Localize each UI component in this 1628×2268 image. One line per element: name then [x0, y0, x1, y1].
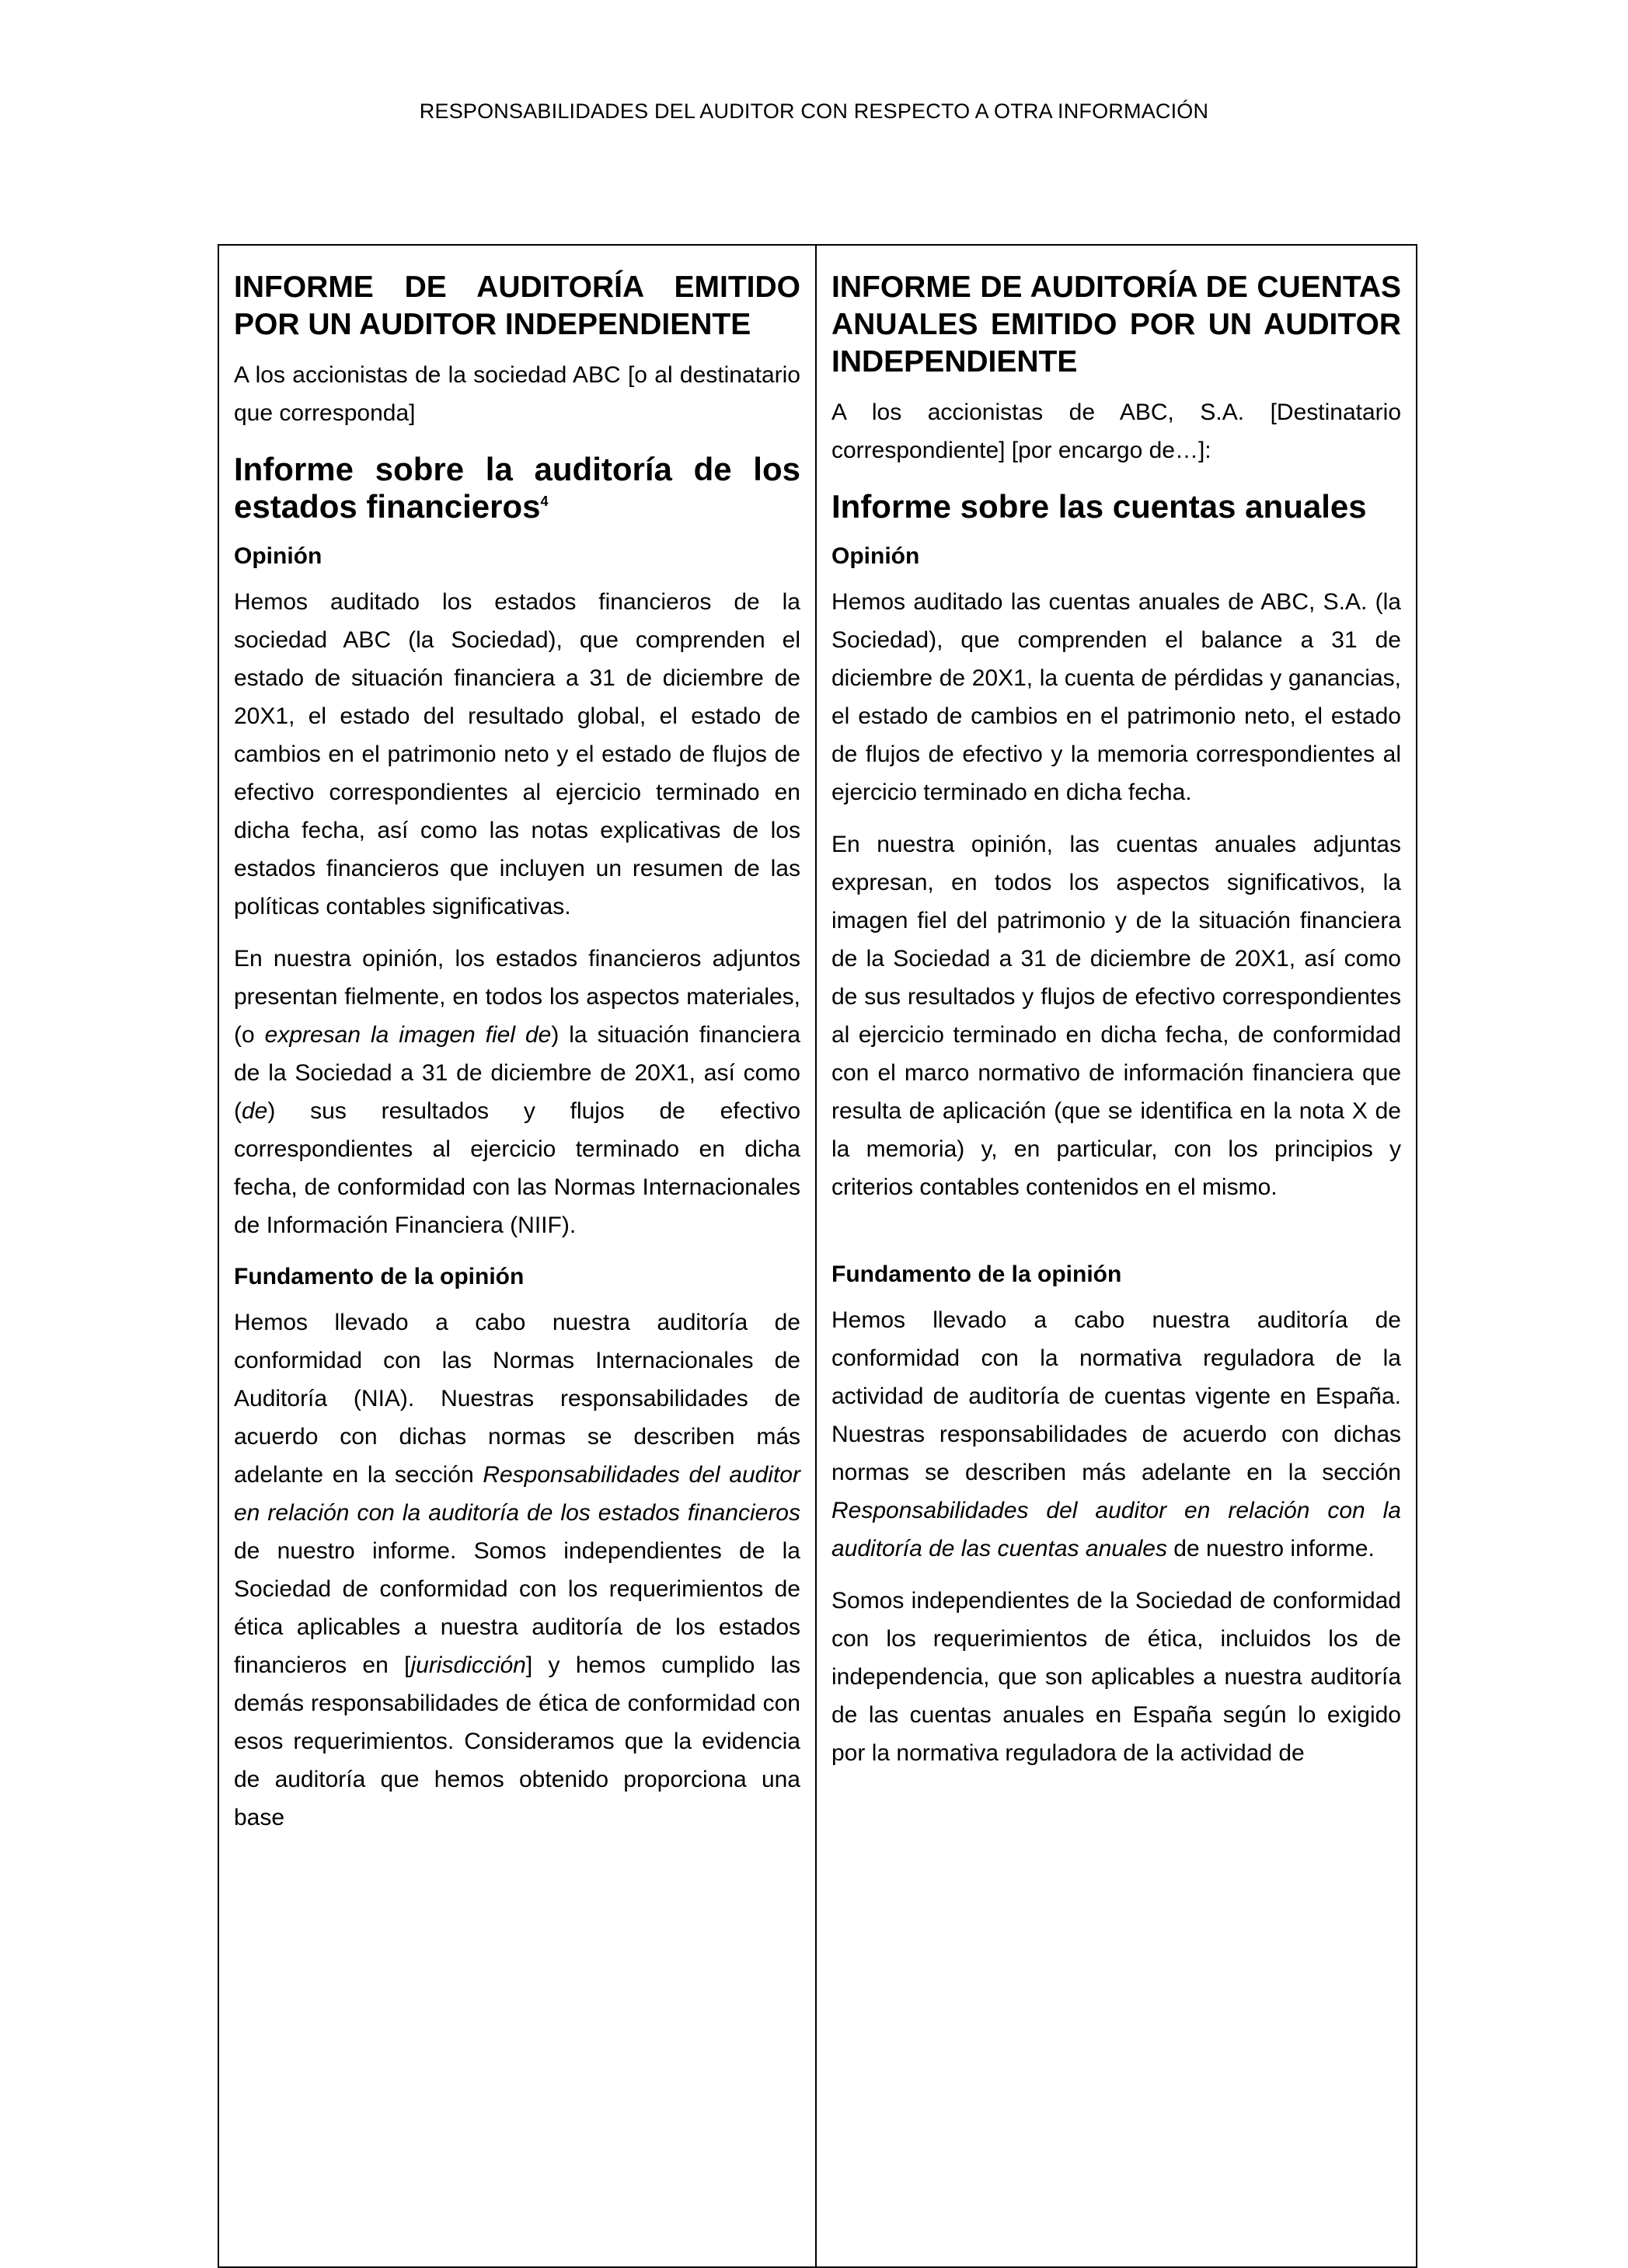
italic-run: expresan la imagen fiel de — [264, 1022, 552, 1048]
spacer — [831, 1220, 1401, 1251]
right-basis-paragraph-1 — [831, 1301, 1401, 1568]
left-report-title: INFORME DE AUDITORÍA EMITIDO POR UN AUDITOR INDEPENDIENTE — [234, 270, 800, 341]
right-basis-heading: Fundamento de la opinión — [831, 1261, 1122, 1287]
right-basis-paragraph-2: Somos independientes de la Sociedad de conformidad con los requerimientos de ética, incluidos los de independencia, que son aplicables a nuestra auditoría de las cuentas anuales en España según lo exigido por la normativa reguladora de la actividad de — [831, 1588, 1401, 1766]
right-opinion-paragraph-1: Hemos auditado las cuentas anuales de ABC, S.A. (la Sociedad), que comprenden el balance a 31 de diciembre de 20X1, la cuenta de pérdidas y ganancias, el estado de cambios en el patrimonio neto, el estado de flujos de efectivo y la memoria correspondientes al ejercicio terminado en dicha fecha. — [831, 589, 1401, 805]
italic-run: jurisdicción — [410, 1652, 526, 1678]
left-opinion-heading: Opinión — [234, 543, 322, 569]
right-section-title: Informe sobre las cuentas anuales — [831, 488, 1367, 525]
left-opinion-paragraph-1: Hemos auditado los estados financieros de la sociedad ABC (la Sociedad), que comprenden el estado de situación financiera a 31 de diciembre de 20X1, el estado del resultado global, el estado de cambios en el patrimonio neto y el estado de flujos de efectivo correspondientes al ejercicio terminado en dicha fecha, así como las notas explicativas de los estados financieros que incluyen un resumen de las políticas contables significativas. — [234, 589, 800, 919]
text-run: En nuestra opinión, los estados financieros adjuntos presentan fielmente, en todos los aspectos materiales, (o — [234, 946, 800, 1048]
right-column — [817, 246, 1416, 2266]
right-report-title: INFORME DE AUDITORÍA DE CUENTAS ANUALES EMITIDO POR UN AUDITOR INDEPENDIENTE — [831, 270, 1401, 379]
footnote-ref: 4 — [540, 494, 549, 509]
italic-run: de — [242, 1098, 268, 1124]
right-opinion-heading: Opinión — [831, 543, 920, 569]
right-opinion-paragraph-2: En nuestra opinión, las cuentas anuales adjuntas expresan, en todos los aspectos significativos, la imagen fiel del patrimonio y de la situación financiera de la Sociedad a 31 de diciembre de 20X1, así como de sus resultados y flujos de efectivo correspondientes al ejercicio terminado en dicha fecha, de conformidad con el marco normativo de información financiera que resulta de aplicación (que se identifica en la nota X de la memoria) y, en particular, con los principios y criterios contables contenidos en el mismo. — [831, 832, 1401, 1200]
left-opinion-paragraph-2 — [234, 940, 800, 1244]
text-run: de nuestro informe. Somos independientes de la Sociedad de conformidad con los requerimientos de ética aplicables a nuestra auditoría de los estados financieros en [ — [234, 1538, 800, 1678]
comparison-table — [218, 244, 1417, 2268]
text-run: ) sus resultados y flujos de efectivo correspondientes al ejercicio terminado en dicha fecha, de conformidad con las Normas Internacionales de Información Financiera (NIIF). — [234, 1098, 800, 1238]
text-run: ] y hemos cumplido las demás responsabilidades de ética de conformidad con esos requerimientos. Consideramos que la evidencia de auditoría que hemos obtenido proporciona una base — [234, 1652, 800, 1830]
text-run: de nuestro informe. — [1166, 1536, 1375, 1561]
left-section-title-text: Informe sobre la auditoría de los estados financieros — [234, 451, 800, 525]
left-section-title — [234, 451, 800, 525]
text-run: ) la situación financiera de la Sociedad a 31 de diciembre de 20X1, así como ( — [234, 1022, 801, 1124]
text-run: Hemos llevado a cabo nuestra auditoría de conformidad con la normativa reguladora de la actividad de auditoría de cuentas vigente en España. Nuestras responsabilidades de acuerdo con dichas normas se describen más adelante en la sección — [831, 1307, 1401, 1485]
italic-run: Responsabilidades del auditor en relación con la auditoría de las cuentas anuales — [831, 1498, 1401, 1561]
left-basis-heading: Fundamento de la opinión — [234, 1264, 525, 1289]
left-column — [219, 246, 817, 2266]
page-header: RESPONSABILIDADES DEL AUDITOR CON RESPECTO A OTRA INFORMACIÓN — [419, 99, 1209, 123]
left-basis-paragraph — [234, 1303, 800, 1837]
left-addressee: A los accionistas de la sociedad ABC [o al destinatario que corresponda] — [234, 362, 800, 426]
right-addressee: A los accionistas de ABC, S.A. [Destinatario correspondiente] [por encargo de…]: — [831, 400, 1401, 463]
italic-run: Responsabilidades del auditor en relación con la auditoría de los estados financieros — [234, 1462, 800, 1526]
text-run: Hemos llevado a cabo nuestra auditoría de conformidad con las Normas Internacionales de Auditoría (NIA). Nuestras responsabilidades de acuerdo con dichas normas se describen más adelante en la sección — [234, 1310, 800, 1488]
